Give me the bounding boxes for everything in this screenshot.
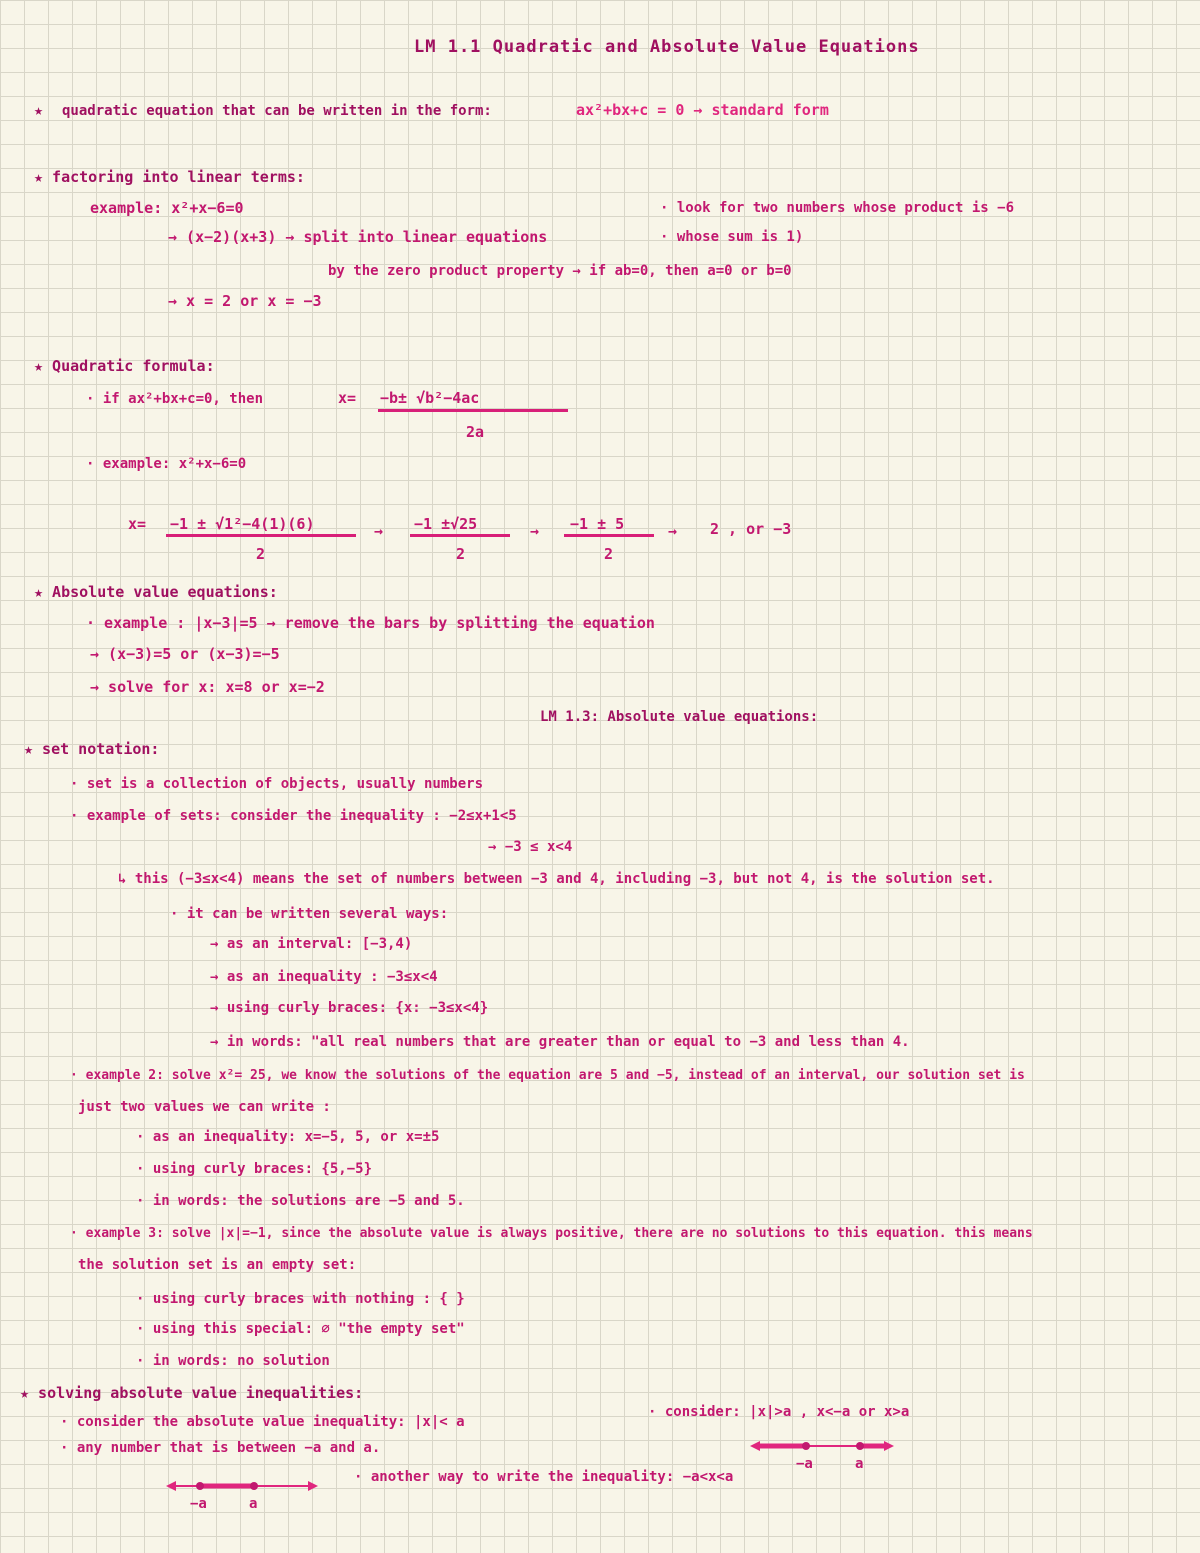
inequalities-line3: · another way to write the inequality: −a<x<a xyxy=(354,1469,734,1485)
set-way-curly-braces: → using curly braces: {x: −3≤x<4} xyxy=(210,1000,489,1016)
number-line-outside-neg-label: −a xyxy=(796,1456,813,1472)
inequalities-heading: ★ solving absolute value inequalities: xyxy=(20,1384,364,1402)
quadratic-arrow-3: → xyxy=(668,522,678,540)
set-notation-heading: ★ set notation: xyxy=(24,740,160,758)
quadratic-work1-numerator: −1 ± √1²−4(1)(6) xyxy=(170,515,315,533)
quadratic-formula-denominator: 2a xyxy=(466,423,485,441)
set-way-words: → in words: "all real numbers that are greater than or equal to −3 and less than 4. xyxy=(210,1034,910,1050)
factoring-note-product: · look for two numbers whose product is −6 xyxy=(660,200,1015,216)
example2-inequality: · as an inequality: x=−5, 5, or x=±5 xyxy=(136,1129,440,1145)
absolute-value-example: · example : |x−3|=5 → remove the bars by splitting the equation xyxy=(86,614,655,632)
example2-words: · in words: the solutions are −5 and 5. xyxy=(136,1193,465,1209)
example3-curly-braces: · using curly braces with nothing : { } xyxy=(136,1291,465,1307)
lm13-title: LM 1.3: Absolute value equations: xyxy=(540,709,819,725)
number-line-outside-pos-label: a xyxy=(855,1456,864,1472)
quadratic-work2-denominator: 2 xyxy=(456,545,466,563)
number-line-between xyxy=(166,1481,318,1491)
set-example-lead: · example of sets: consider the inequality : −2≤x+1<5 xyxy=(70,808,517,824)
inequalities-right-line: · consider: |x|>a , x<−a or x>a xyxy=(648,1404,910,1420)
quadratic-arrow-2: → xyxy=(530,522,540,540)
example3-words: · in words: no solution xyxy=(136,1353,330,1369)
example3-line2: the solution set is an empty set: xyxy=(78,1257,357,1273)
quadratic-work2-numerator: −1 ±√25 xyxy=(414,515,478,533)
example2-curly-braces: · using curly braces: {5,−5} xyxy=(136,1161,373,1177)
factoring-example: example: x²+x−6=0 xyxy=(90,199,244,217)
quadratic-formula-heading: ★ Quadratic formula: xyxy=(34,357,215,375)
quadratic-formula-numerator: −b± √b²−4ac xyxy=(380,389,480,407)
set-way-inequality: → as an inequality : −3≤x<4 xyxy=(210,969,438,985)
example2-line2: just two values we can write : xyxy=(78,1099,331,1115)
set-ways-lead: · it can be written several ways: xyxy=(170,906,449,922)
factoring-result: → x = 2 or x = −3 xyxy=(168,292,322,310)
inequalities-line1: · consider the absolute value inequality: |x|< a xyxy=(60,1414,465,1430)
absolute-value-step1: → (x−3)=5 or (x−3)=−5 xyxy=(90,645,280,663)
intro-standard-form: ax²+bx+c = 0 → standard form xyxy=(576,101,829,119)
intro-text: quadratic equation that can be written in the form: xyxy=(62,103,492,119)
zero-product-property: by the zero product property → if ab=0, then a=0 or b=0 xyxy=(328,263,792,279)
factoring-heading: ★ factoring into linear terms: xyxy=(34,168,305,186)
set-definition: · set is a collection of objects, usually numbers xyxy=(70,776,484,792)
quadratic-work3-numerator: −1 ± 5 xyxy=(570,515,625,533)
quadratic-formula-x: x= xyxy=(338,389,357,407)
example3-empty-set: · using this special: ∅ "the empty set" xyxy=(136,1321,465,1337)
quadratic-work-lhs: x= xyxy=(128,515,147,533)
absolute-value-heading: ★ Absolute value equations: xyxy=(34,583,278,601)
set-way-interval: → as an interval: [−3,4) xyxy=(210,936,413,952)
number-line-between-neg-label: −a xyxy=(190,1496,207,1512)
quadratic-formula-lead: · if ax²+bx+c=0, then xyxy=(86,391,264,407)
quadratic-arrow-1: → xyxy=(374,522,384,540)
quadratic-result: 2 , or −3 xyxy=(710,520,792,538)
intro-star: ★ xyxy=(34,101,44,119)
absolute-value-step2: → solve for x: x=8 or x=−2 xyxy=(90,678,325,696)
quadratic-work1-denominator: 2 xyxy=(256,545,266,563)
quadratic-example: · example: x²+x−6=0 xyxy=(86,456,247,472)
page-title: LM 1.1 Quadratic and Absolute Value Equations xyxy=(414,37,920,57)
quadratic-work3-denominator: 2 xyxy=(604,545,614,563)
set-meaning: ↳ this (−3≤x<4) means the set of numbers between −3 and 4, including −3, but not 4, is the solution set. xyxy=(118,871,995,887)
factoring-step: → (x−2)(x+3) → split into linear equations xyxy=(168,228,548,246)
factoring-note-sum: · whose sum is 1) xyxy=(660,229,804,245)
number-line-between-pos-label: a xyxy=(249,1496,258,1512)
inequalities-line2: · any number that is between −a and a. xyxy=(60,1440,381,1456)
set-example-step: → −3 ≤ x<4 xyxy=(488,839,573,855)
example2-line1: · example 2: solve x²= 25, we know the solutions of the equation are 5 and −5, instead of an interval, our solution set is xyxy=(70,1068,1025,1083)
example3-line1: · example 3: solve |x|=−1, since the absolute value is always positive, there are no solutions to this equation. this means xyxy=(70,1226,1033,1241)
number-line-outside xyxy=(750,1441,894,1451)
